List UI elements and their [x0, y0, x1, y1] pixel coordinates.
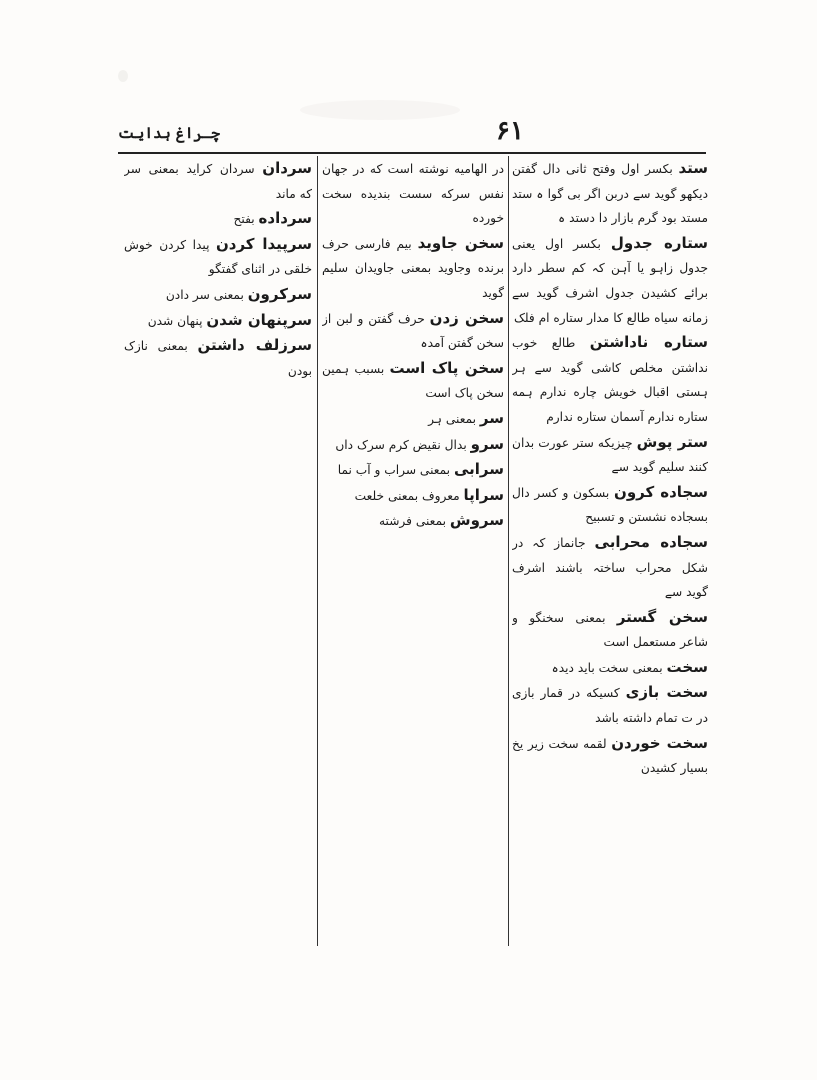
entry-1 [512, 156, 708, 231]
entry-text: سردان کراید بمعنی سر که ماند [124, 162, 312, 201]
entry-1 [124, 156, 312, 206]
entry-text: در الهامیه نوشته است که در جهان نفس سرکه سست بندیده سخت خورده [322, 162, 504, 226]
entry-text: بکسر اول وفتح ثانی دال گفتن دیکھو گوید سے دربن اگر بی گوا ہ ستد مستد بود گرم بازار دا دستد ہ [512, 162, 708, 226]
headword: ستاره جدول [610, 233, 708, 252]
headword: ستاره ناداشتن [589, 333, 708, 352]
headword: سرپیدا کردن [215, 234, 312, 253]
headword: سر [479, 408, 504, 427]
headword: سخن گستر [616, 607, 708, 626]
entry-text: بدال نقیض کرم سرک داں [335, 437, 467, 452]
entry-text: بفتح [233, 212, 255, 227]
headword: سخن جاوید [417, 233, 504, 252]
entry-9 [512, 680, 708, 730]
headword: سخن پاک است [389, 358, 504, 377]
entry-4 [124, 282, 312, 308]
entry-5 [124, 308, 312, 334]
entry-9 [322, 508, 504, 534]
headword: سجاده کرون [614, 482, 708, 501]
entry-text: بمعنی فرشته [379, 514, 447, 529]
headword: سرو [470, 434, 504, 453]
entry-3 [322, 306, 504, 356]
headword: ستد [678, 159, 708, 177]
headword: سخت خوردن [611, 733, 708, 752]
entry-text: چیزیکه ستر عورت بدان کنند سلیم گوید سے [512, 435, 708, 475]
column-middle [322, 156, 504, 946]
entry-2 [512, 231, 708, 330]
entry-text: پیدا کردن خوش خلقی در اثنای گفتگو [124, 237, 312, 277]
entry-text: کسیکه در قمار بازی در ت تمام داشته باشد [512, 686, 708, 726]
headword: سردان [262, 159, 312, 177]
column-left [124, 156, 312, 946]
headword: سرکرون [247, 284, 312, 303]
headword: سرزلف داشتن [197, 336, 312, 355]
entry-text: بمعنی سخت باید دیدہ [551, 660, 663, 675]
entry-6 [124, 333, 312, 383]
headword: ستر پوش [636, 432, 708, 451]
running-title: چـراغ ہدایت [118, 124, 220, 142]
entry-text: بکسر اول یعنی جدول زاہو یا آہن کہ کم سطر دارد برائے کشیدن جدول اشرف گوید سے زمانه سیاه طالع کا مدار ستاره ام فلک [512, 236, 708, 325]
headword: سرپنهان شدن [206, 310, 312, 329]
entry-10 [512, 731, 708, 781]
entry-8 [322, 483, 504, 509]
entry-text: بمعنی نازک بودن [124, 339, 312, 378]
column-divider-right [508, 156, 509, 946]
column-right [512, 156, 708, 946]
entry-5 [322, 406, 504, 432]
entry-6 [512, 530, 708, 605]
entry-6 [322, 432, 504, 458]
page-number: ۶۱ [496, 116, 524, 146]
headword: سخن زدن [429, 308, 504, 327]
entry-text: بمعنی سر دادن [165, 287, 244, 302]
headword: سخت [666, 657, 708, 676]
scan-noise [300, 100, 460, 120]
entry-3 [124, 232, 312, 282]
entry-7 [322, 457, 504, 483]
entry-3 [512, 330, 708, 429]
entry-1 [322, 156, 504, 231]
headword: سرابی [453, 460, 504, 479]
entry-text: معروف بمعنی خلعت [354, 488, 460, 503]
entry-7 [512, 605, 708, 655]
headword: سرداده [258, 209, 312, 228]
entry-text: طالع خوب نداشتن مخلص کاشی گوید سے ہر ہستی اقبال خویش چاره ندارم ہمه ستاره ندارم آسمان ستاره ندارم [512, 336, 708, 424]
headword: سراپا [463, 485, 504, 504]
entry-text: بسبب ہمین سخن پاک است [322, 361, 504, 401]
entry-text: بیم فارسی حرف برنده وجاوید بمعنی جاویدان سلیم گوید [322, 236, 504, 300]
entry-text: بمعنی ہر [428, 411, 477, 426]
headword: سجاده محرابی [594, 532, 708, 551]
entry-text: بسکون و کسر دال بسجاده نشستن و تسبیح [512, 485, 708, 525]
entry-4 [512, 430, 708, 480]
entry-text: بمعنی سراب و آب نما [337, 463, 451, 478]
ink-speck [118, 70, 128, 82]
page-header [118, 118, 706, 154]
entry-8 [512, 655, 708, 681]
entry-2 [322, 231, 504, 306]
column-divider-left [317, 156, 318, 946]
headword: سروش [449, 511, 504, 530]
entry-text: حرف گفتن و لبن از سخن گفتن آمدہ [322, 311, 504, 351]
entry-5 [512, 480, 708, 530]
entry-text: پنهان شدن [147, 313, 203, 328]
entry-text: جانماز کہ در شکل محراب ساختہ باشند اشرف گوید سے [512, 535, 708, 600]
entry-text: بمعنی سخنگو و شاعر مستعمل است [512, 610, 708, 650]
entry-text: لقمه سخت زیر یخ بسیار کشیدن [512, 736, 708, 776]
entry-4 [322, 356, 504, 406]
headword: سخت بازی [625, 683, 708, 702]
entry-2 [124, 206, 312, 232]
